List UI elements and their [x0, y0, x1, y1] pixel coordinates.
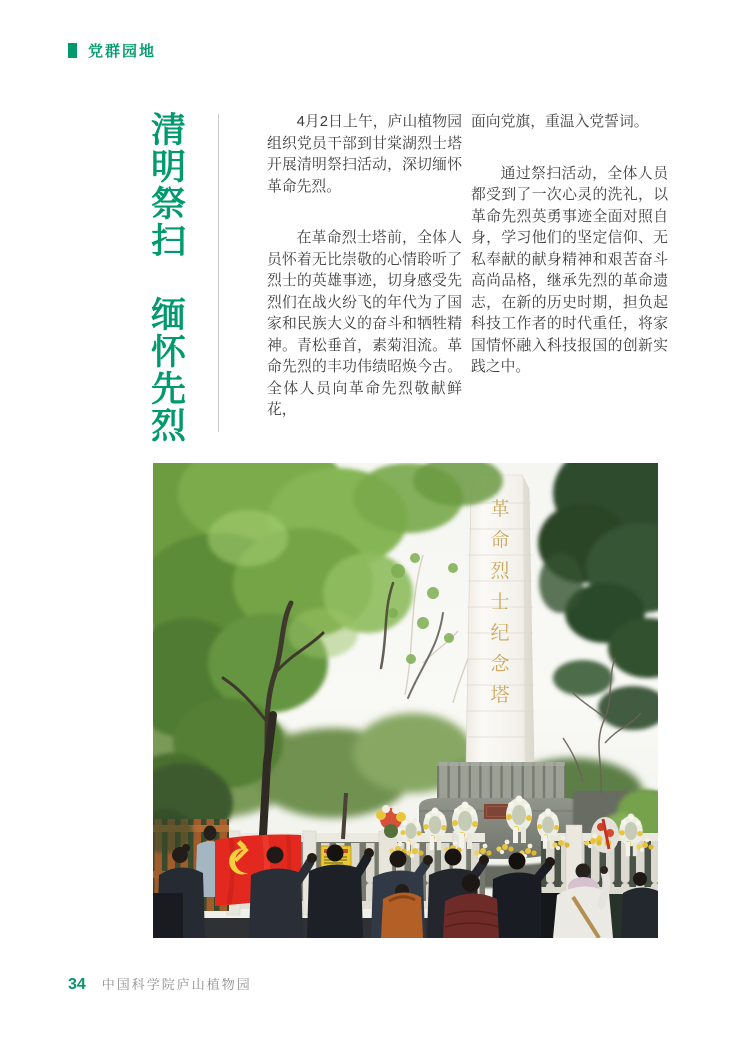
raised-fist [307, 853, 317, 863]
monument-char: 命 [490, 529, 510, 551]
monument-char: 烈 [490, 560, 510, 582]
person [621, 887, 658, 938]
person-head [204, 826, 217, 841]
raised-fist [364, 848, 374, 858]
raised-fist [423, 855, 433, 865]
paragraph: 面向党旗，重温入党誓词。 [471, 114, 649, 130]
monument-char: 士 [490, 591, 510, 613]
org-name: 中国科学院庐山植物园 [101, 977, 252, 992]
text-column-1 [267, 112, 462, 452]
monument-char: 塔 [490, 684, 510, 706]
paragraph: 在革命烈士塔前，全体人员怀着无比崇敬的心情聆听了烈士的英雄事迹，切身感受先烈们在战火纷飞的年代为了国家和民族大义的奋斗和牺牲精神。青松垂首，素菊泪流。革命先烈的丰功伟绩昭焕今古。全体人员向革命先烈敬献鲜花， [267, 230, 462, 418]
monument-char: 纪 [490, 622, 510, 644]
memorial-photo [153, 463, 658, 938]
section-label: 党群园地 [88, 43, 157, 60]
pedestal-fins [437, 762, 565, 801]
person-orange-jacket [381, 892, 423, 938]
raised-fist [479, 855, 489, 865]
section-bullet-icon [68, 43, 77, 58]
section-header [68, 40, 156, 61]
raised-fist [545, 857, 555, 867]
paragraph: 通过祭扫活动，全体人员都受到了一次心灵的洗礼，以革命先烈英勇事迹全面对照自身，学习他们的坚定信仰、无私奉献的献身精神和艰苦奋斗高尚品格，继承先烈的革命遗志，在新的历史时期，担负起科技工作者的时代重任，将家国情怀融入科技报国的创新实践之中。 [471, 165, 668, 375]
monument-char: 念 [490, 653, 510, 675]
page-number: 34 [68, 976, 86, 993]
text-column-2 [471, 112, 668, 409]
monument-char: 革 [490, 498, 510, 520]
page-footer [68, 974, 252, 994]
article-title-vertical: 清明祭扫 缅怀先烈 [146, 111, 186, 444]
monument-inscription [490, 498, 510, 706]
person-red-puffer [443, 893, 499, 938]
title-divider [218, 114, 219, 432]
paragraph: 4月2日上午，庐山植物园组织党员干部到甘棠湖烈士塔开展清明祭扫活动，深切缅怀革命先烈。 [267, 114, 462, 195]
